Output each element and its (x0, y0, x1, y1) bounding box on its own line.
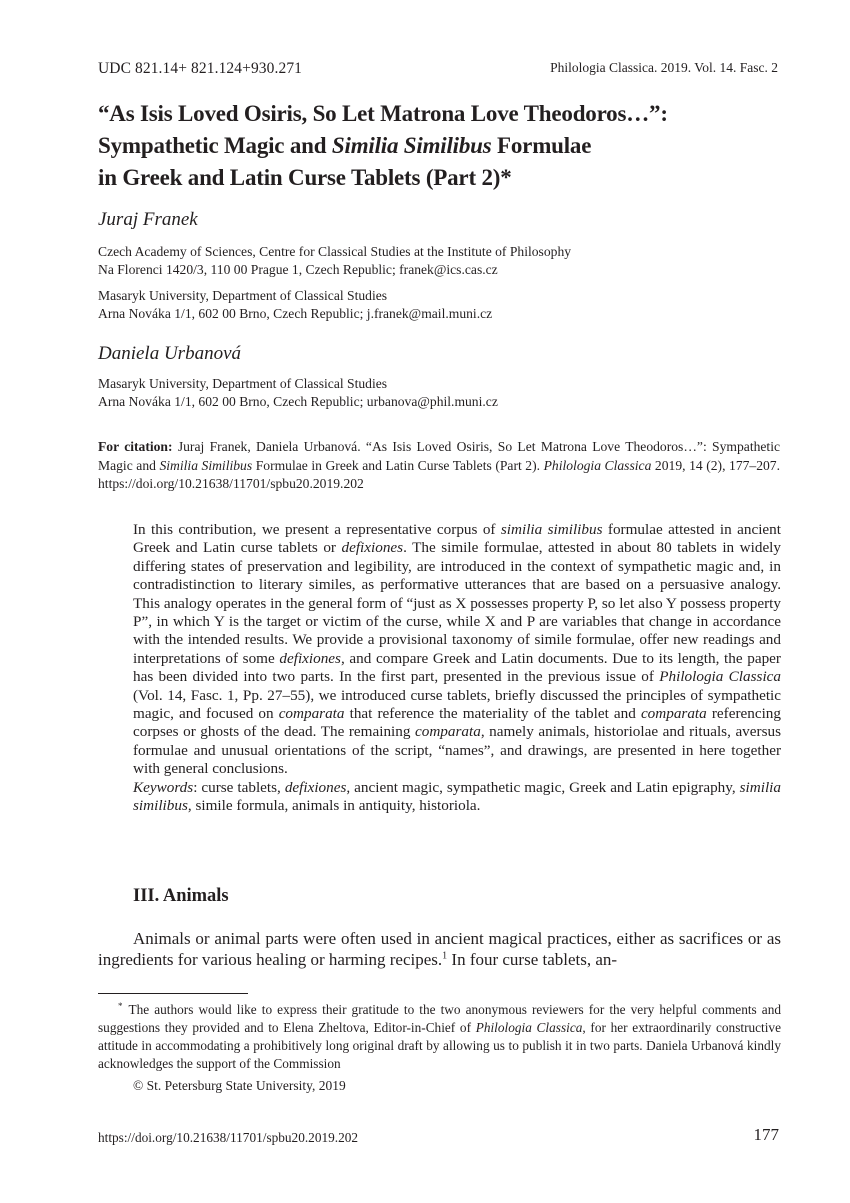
abstract-paragraph (133, 521, 781, 779)
keywords-label: Keywords (133, 778, 194, 796)
keywords-text: , simile formula, animals in antiquity, historiola. (187, 797, 481, 815)
footnote-divider (98, 993, 248, 994)
abstract (133, 521, 781, 816)
title-italic: Similia Similibus (331, 133, 492, 158)
abstract-text: formulae attested in ancient Greek and Latin curse tablets or (133, 521, 781, 557)
keywords-italic: defixiones (284, 778, 347, 796)
footnote-text: , for her extraordinarily constructive attitude in accommodating a prohibitively long original draft by allowing us to publish it in two parts. Daniela Urbanová kindly acknowledges the support of the Commission (98, 1020, 781, 1071)
abstract-italic: similia similibus (500, 521, 603, 538)
keywords (133, 779, 781, 816)
body-text: Animals or animal parts were often used in ancient magical practices, either as sacrifices or as ingredients for various healing or harming recipes. (98, 929, 781, 969)
footnote-mark: * (118, 1000, 123, 1011)
copyright-line: © St. Petersburg State University, 2019 (133, 1078, 346, 1093)
affiliation-line: Masaryk University, Department of Classical Studies (98, 376, 388, 391)
abstract-text: referencing corpses or ghosts of the dead. The remaining (133, 705, 781, 741)
abstract-text: that reference the materiality of the tablet and (344, 705, 641, 723)
footnote-italic: Philologia Classica (475, 1020, 583, 1035)
abstract-italic: comparata (278, 705, 345, 723)
udc-code: UDC 821.14+ 821.124+930.271 (98, 60, 303, 77)
author-name: Daniela Urbanová (98, 343, 242, 364)
citation-text: Juraj Franek, Daniela Urbanová. “As Isis Loved Osiris, So Let Matrona Love Theodoros…”: Sympathetic Magic and (98, 439, 781, 473)
author-name: Juraj Franek (98, 209, 198, 230)
body-paragraph (98, 928, 781, 970)
keywords-italic: similia similibus (133, 778, 781, 815)
affiliation (98, 287, 788, 323)
abstract-text: In this contribution, we present a representative corpus of (133, 521, 501, 538)
page-number: 177 (753, 1125, 779, 1144)
keywords-text: , ancient magic, sympathetic magic, Greek and Latin epigraphy, (346, 778, 740, 796)
article-title (98, 98, 788, 194)
citation-label: For citation: (98, 439, 173, 454)
section-heading: III. Animals (133, 886, 229, 906)
affiliation (98, 375, 788, 411)
abstract-text: (Vol. 14, Fasc. 1, Pp. 27–55), we introduced curse tablets, briefly discussed the principles of sympathetic magic, and focused on (133, 686, 781, 723)
citation-block (98, 438, 780, 494)
footnote (98, 1001, 781, 1073)
citation-italic: Similia Similibus (159, 457, 253, 473)
abstract-text: , and compare Greek and Latin documents. Due to its length, the paper has been divided into two parts. In the first part, presented in the previous issue of (133, 649, 781, 686)
footnote-reference[interactable]: 1 (442, 950, 448, 962)
title-text: Formulae (491, 133, 592, 158)
keywords-text: : curse tablets, (193, 778, 285, 796)
affiliation-line: Arna Nováka 1/1, 602 00 Brno, Czech Republic; j.franek@mail.muni.cz (98, 306, 493, 321)
abstract-text: , namely animals, historiolae and rituals, aversus formulae and unusual orientations of the script, “names”, and drawings, are presented in here together with general conclusions. (133, 723, 781, 778)
affiliation-line: Czech Academy of Sciences, Centre for Classical Studies at the Institute of Philosophy (98, 244, 572, 259)
abstract-italic: defixiones (341, 539, 404, 557)
affiliation-line: Arna Nováka 1/1, 602 00 Brno, Czech Republic; urbanova@phil.muni.cz (98, 394, 498, 409)
title-line-3: in Greek and Latin Curse Tablets (Part 2)* (98, 165, 512, 190)
footnote-text: The authors would like to express their gratitude to the two anonymous reviewers for the very helpful comments and suggestions they provided and to Elena Zheltova, Editor-in-Chief of (98, 1002, 781, 1035)
body-text: In four curse tablets, an- (447, 950, 618, 969)
affiliation-line: Masaryk University, Department of Classical Studies (98, 288, 388, 303)
citation-text: 2019, 14 (2), 177–207. https://doi.org/10.21638/11701/spbu20.2019.202 (98, 457, 781, 491)
abstract-text: . The simile formulae, attested in about 80 tablets in widely differing states of preservation and legibility, are introduced in the context of sympathetic magic and, in contradistinction to literary similes, as performative utterances that are based on a persuasive analogy. This analogy operates in the general form of “just as X possesses property P, so let also Y possess property P”, in which Y is the target or victim of the curse, while X and P are variables that change in accordance with the intended results. We provide a provisional taxonomy of simile formulae, offer new readings and interpretations of some (133, 539, 781, 667)
citation-text: Formulae in Greek and Latin Curse Tablets (Part 2). (252, 457, 544, 473)
title-line-1: “As Isis Loved Osiris, So Let Matrona Love Theodoros…”: (98, 101, 668, 126)
title-text: Sympathetic Magic and (98, 133, 332, 158)
journal-header: Philologia Classica. 2019. Vol. 14. Fasc. 2 (550, 60, 778, 75)
footer-doi-link[interactable]: https://doi.org/10.21638/11701/spbu20.2019.202 (98, 1130, 359, 1145)
abstract-italic: comparata (415, 723, 481, 741)
abstract-italic: Philologia Classica (659, 668, 781, 686)
title-line-2 (98, 130, 788, 162)
citation-italic: Philologia Classica (543, 457, 652, 473)
affiliation (98, 243, 788, 279)
abstract-italic: defixiones (279, 649, 341, 667)
affiliation-line: Na Florenci 1420/3, 110 00 Prague 1, Czech Republic; franek@ics.cas.cz (98, 262, 498, 277)
abstract-italic: comparata (640, 705, 707, 723)
